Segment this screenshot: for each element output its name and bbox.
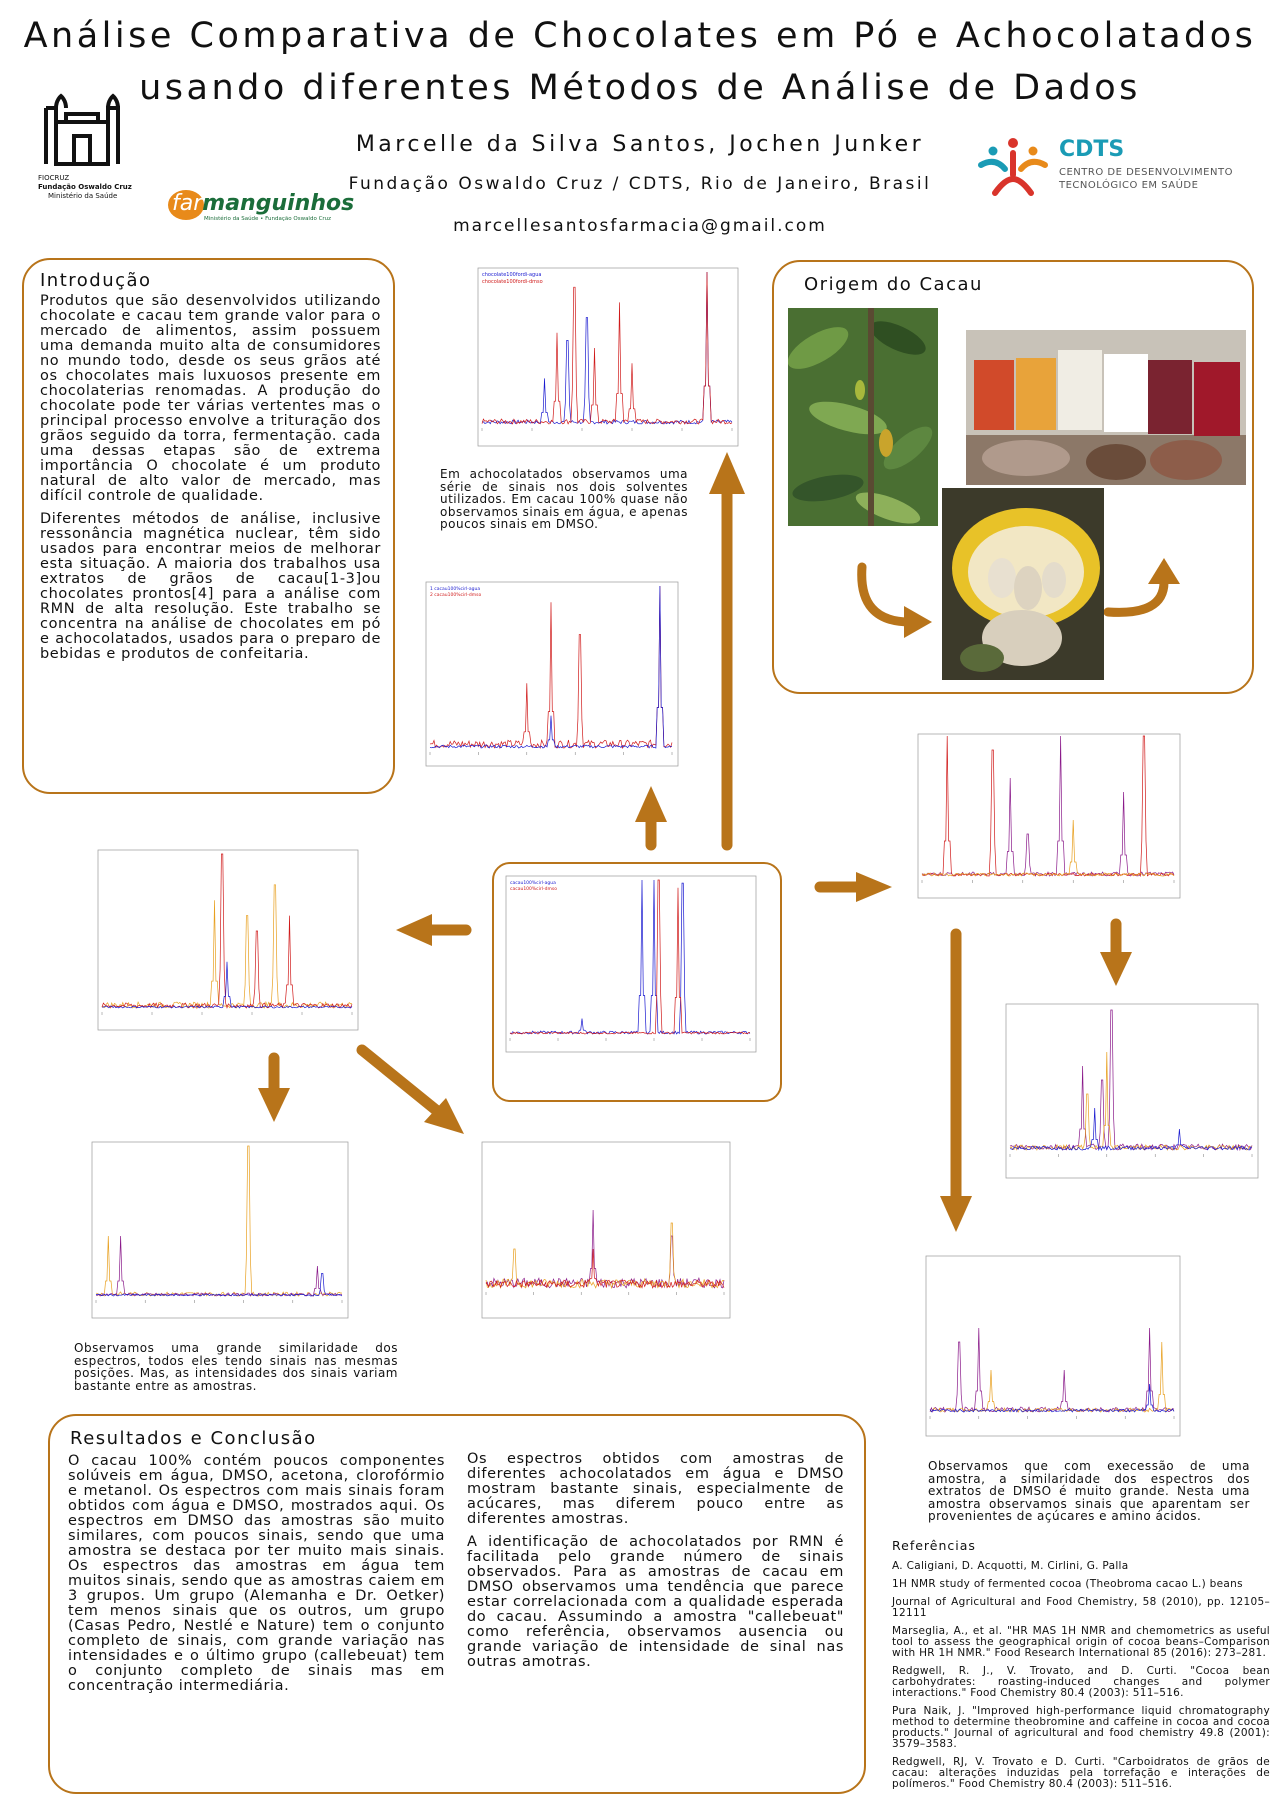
caption-top-spectrum: Em achocolatados observamos uma série de sinais nos dois solventes utilizados. Em cacau 100% quase não observamos sinais em água, e apenas poucos sinais em DMSO. xyxy=(440,467,688,531)
poster-title: Análise Comparativa de Chocolates em Pó e Achocolatados usando diferentes Métodos de Análise de Dados xyxy=(23,16,1257,108)
spectrum-trace xyxy=(102,885,352,1008)
spectrum-trace xyxy=(102,962,352,1008)
curved-arrow-up-icon xyxy=(1104,552,1194,632)
svg-text:1 cacau100%cirl-agua: 1 cacau100%cirl-agua xyxy=(430,587,481,592)
origin-box xyxy=(772,260,1254,694)
spectrum-trace xyxy=(96,1146,342,1296)
results-column-2: Os espectros obtidos com amostras de diferentes achocolatados em água e DMSO mostram bastante sinais, especialmente de acúcares, mas diferem pouco entre as diferentes amostras. A identificação de achocolatados por RMN é facilitada pelo grande número de sinais observados. Para as amostras de cacau em DMSO observamos uma tendência que parece estar correlacionada com a qualidade esperada do cacau. Assumindo a amostra "callebeuat" como referência, observamos ausencia ou grande variação de intensidade de sinal nas outras amotras. xyxy=(467,1451,844,1670)
svg-text:cacau100%cirl-dmso: cacau100%cirl-dmso xyxy=(510,887,557,892)
fiocruz-logo: FIOCRUZ Fundação Oswaldo Cruz Ministério da Saúde xyxy=(38,86,138,198)
spectrum-trace xyxy=(922,736,1174,876)
spectrum-trace xyxy=(510,880,750,1034)
spectrum-right-dmso xyxy=(912,730,1192,910)
svg-text:chocolate100fordi-agua: chocolate100fordi-agua xyxy=(482,272,542,278)
svg-text:chocolate100fordi-dmso: chocolate100fordi-dmso xyxy=(482,279,543,285)
spectrum-trace xyxy=(922,736,1174,876)
fiocruz-castle-icon xyxy=(38,86,138,168)
results-column-1: O cacau 100% contém poucos componentes solúveis em água, DMSO, acetona, clorofórmio e metanol. Os espectros com mais sinais foram obtidos com água e DMSO, mostrados aqui. Os espectros em DMSO das amostras são muito similares, com poucos sinais, sendo que uma amostra se destaca por ter muito mais sinais. Os espectros das amostras em água tem muitos sinais, sendo que as amostras caiem em 3 grupos. Um grupo (Alemanha e Dr. Oetker) tem menos sinais que os outros, um grupo (Casas Pedro, Nestlé e Nature) tem o conjunto completo de sinais, com grande variação nas intensidades e o último grupo (callebeuat) tem o conjunto completo de sinais mas em concentração intermediária. xyxy=(68,1453,445,1694)
spectrum-trace xyxy=(930,1342,1174,1412)
spectrum-middle-zoom xyxy=(476,1138,744,1328)
cocoa-tree-photo xyxy=(788,308,938,526)
spectrum-trace xyxy=(486,1223,724,1288)
intro-box xyxy=(22,258,395,794)
cdts-figure-icon xyxy=(975,135,1051,201)
spectrum-trace xyxy=(510,880,750,1034)
spectrum-trace xyxy=(96,1274,342,1297)
farmanguinhos-logo: farmanguinhos Ministério da Saúde • Fundação Oswaldo Cruz xyxy=(168,186,338,226)
curved-arrow-icon xyxy=(852,562,942,642)
intro-heading: Introdução xyxy=(40,270,152,291)
spectrum-trace xyxy=(482,272,732,424)
caption-left-spectra: Observamos uma grande similaridade dos espectros, todos eles tendo sinais nas mesmas posições. Mas, as intensidades dos sinais variam bastante entre as amostras. xyxy=(74,1341,398,1393)
cdts-logo: CDTS CENTRO DE DESENVOLVIMENTO TECNOLÓGICO EM SAÚDE xyxy=(975,135,1245,205)
spectrum-trace xyxy=(1010,1010,1252,1150)
spectrum-trace xyxy=(930,1328,1174,1412)
references-heading: Referências xyxy=(892,1538,976,1553)
spectrum-center xyxy=(500,872,770,1072)
svg-text:2 cacau100%cirl-dmso: 2 cacau100%cirl-dmso xyxy=(430,593,482,598)
affiliation: Fundação Oswaldo Cruz / CDTS, Rio de Janeiro, Brasil xyxy=(348,174,932,194)
spectrum-top xyxy=(470,264,760,456)
spectrum-trace xyxy=(486,1210,724,1288)
intro-text: Produtos que são desenvolvidos utilizando chocolate e cacau tem grande valor para o mercado de alimentos, assim possuem uma demanda muito alta de consumidores no mundo todo, desde os seus grãos até os chocolates mais luxuosos presente em chocolaterias renomadas. A produção do chocolate pode ter várias vertentes mas o principal processo envolve a trituração dos grãos seguido da torra, fermentação. cada uma dessas etapas são de extrema importância O chocolate é um produto natural de alto valor de mercado, mas difícil controle de qualidade. Diferentes métodos de análise, inclusive ressonância magnética nuclear, têm sido usados para encontrar meios de melhorar esta situação. A maioria dos trabalhos usa extratos de grãos de cacau[1-3]ou chocolates prontos[4] para a análise com RMN de alta resolução. Este trabalho se concentra na análise de chocolates em pó e achocolatados, usados para o preparo de bebidas e produtos de confeitaria. xyxy=(40,293,381,662)
results-box xyxy=(48,1414,866,1794)
spectrum-trace xyxy=(96,1236,342,1296)
results-heading: Resultados e Conclusão xyxy=(70,1428,317,1449)
svg-text:cacau100%cirl-agua: cacau100%cirl-agua xyxy=(510,881,556,886)
spectrum-left-zoom xyxy=(86,1138,362,1330)
spectrum-middle xyxy=(420,578,692,778)
spectrum-trace xyxy=(922,820,1174,876)
authors: Marcelle da Silva Santos, Jochen Junker xyxy=(355,132,925,157)
cocoa-pod-photo xyxy=(942,488,1104,680)
origin-heading: Origem do Cacau xyxy=(804,274,983,295)
spectrum-right-zoom1 xyxy=(1000,1000,1270,1190)
spectrum-trace xyxy=(1010,1108,1252,1150)
email-link[interactable]: marcellesantosfarmacia@gmail.com xyxy=(453,216,827,236)
spectrum-right-zoom2 xyxy=(920,1252,1192,1448)
spectrum-left-water xyxy=(92,846,372,1042)
caption-right-spectra: Observamos que com execessão de uma amostra, a similaridade dos espectros dos extratos de DMSO é muito grande. Nesta uma amostra observamos sinais que aparentam ser provenientes de açúcares e amino ácidos. xyxy=(928,1459,1250,1523)
spectrum-trace xyxy=(102,854,352,1008)
spectrum-trace xyxy=(482,272,732,424)
spectrum-trace xyxy=(430,586,672,748)
spectrum-trace xyxy=(1010,1052,1252,1150)
references: Referências A. Caligiani, D. Acquotti, M. Cirlini, G. Palla 1H NMR study of fermented cocoa (Theobroma cacao L.) beans Journal of Agricultural and Food Chemistry, 58 (2010), pp. 12105–12111 Marseglia, A., et al. "HR MAS 1H NMR and chemometrics as useful tool to assess the geographical origin of cocoa beans–Comparison with HR 1H NMR." Food Research International 85 (2016): 273–281. Redgwell, R. J., V. Trovato, and D. Curti. "Cocoa bean carbohydrates: roasting-induced changes and polymer interactions." Food Chemistry 80.4 (2003): 511–516. Pura Naik, J. "Improved high-performance liquid chromatography method to determine theobromine and caffeine in cocoa and cocoa products." Journal of agricultural and food chemistry 49.8 (2001): 3579–3583. Redgwell, RJ, V. Trovato e D. Curti. "Carboidratos de grãos de cacau: alterações induzidas pela torrefação e interações de polímeros." Food Chemistry 80.4 (2003): 511–516. xyxy=(892,1538,1270,1790)
cocoa-products-photo xyxy=(966,330,1246,485)
